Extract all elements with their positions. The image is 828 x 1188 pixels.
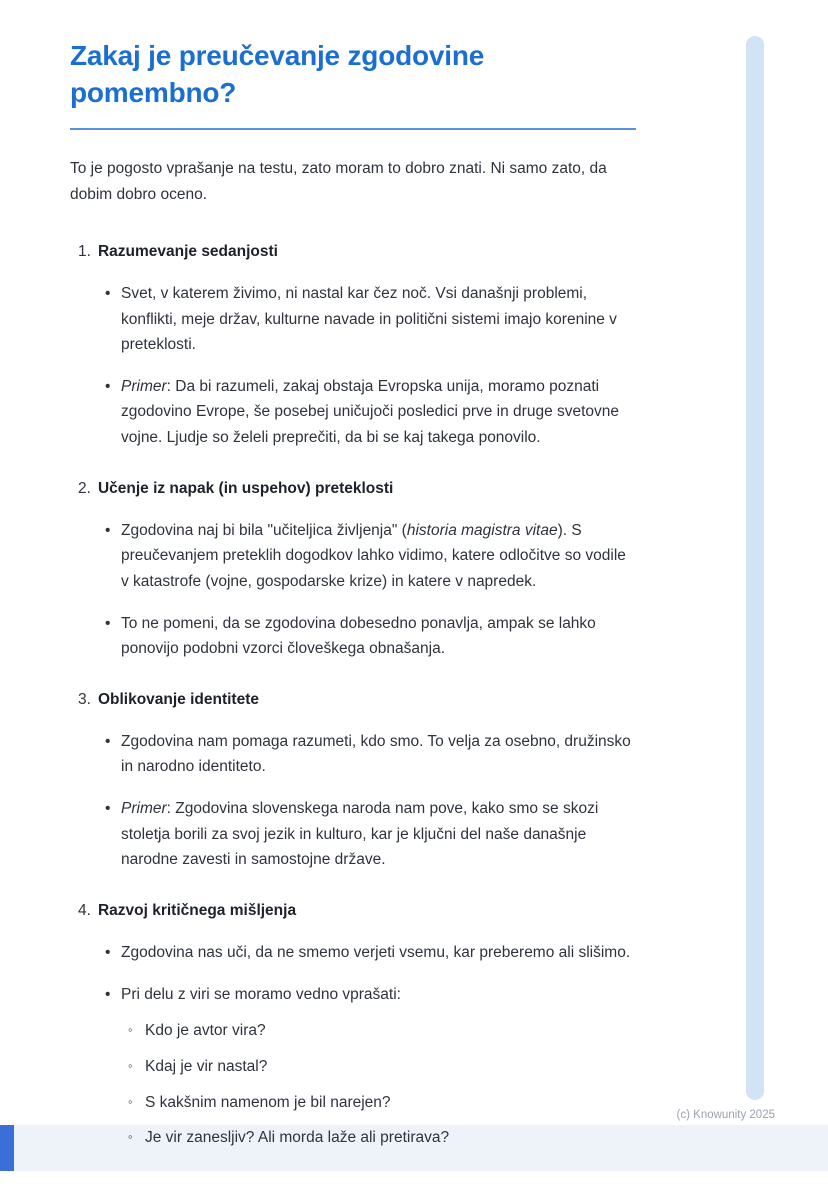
bullet-text <box>121 374 636 451</box>
document-content <box>70 38 636 1188</box>
text-segment: Zgodovina naj bi bila "učiteljica življenja" ( <box>121 521 407 539</box>
sub-bullet-text: Kdaj je vir nastal? <box>145 1057 268 1075</box>
circle-marker <box>128 1019 145 1044</box>
title-divider <box>70 128 636 130</box>
sub-bullet-item <box>128 1091 636 1116</box>
bullet-list <box>70 281 636 450</box>
bullet-item <box>105 729 636 780</box>
item-heading <box>70 240 636 263</box>
list-item-2 <box>70 477 636 662</box>
bullet-text <box>121 518 636 595</box>
item-heading <box>70 899 636 922</box>
bullet-text <box>121 796 636 873</box>
page-title: Zakaj je preučevanje zgodovine pomembno? <box>70 40 485 108</box>
bullet-item <box>105 518 636 595</box>
bullet-item <box>105 374 636 451</box>
circle-marker <box>128 1126 145 1151</box>
item-heading <box>70 688 636 711</box>
text-segment: Pri delu z viri se moramo vedno vprašati: <box>121 985 401 1003</box>
bullet-text <box>121 281 636 358</box>
text-segment: To ne pomeni, da se zgodovina dobesedno ponavlja, ampak se lahko ponovijo podobni vzorci človeškega obnašanja. <box>121 614 596 658</box>
text-segment: : Zgodovina slovenskega naroda nam pove, kako smo se skozi stoletja borili za svoj jezik in kulturo, kar je ključni del naše današnje narodne zavesti in samostojne države. <box>121 800 599 869</box>
bullet-list <box>70 940 636 1162</box>
text-segment: Zgodovina nam pomaga razumeti, kdo smo. To velja za osebno, družinsko in narodno identiteto. <box>121 732 631 776</box>
item-heading-text: Učenje iz napak (in uspehov) preteklosti <box>97 479 394 497</box>
list-item-1 <box>70 240 636 451</box>
item-number: 2. <box>78 479 91 497</box>
bullet-item <box>105 940 636 966</box>
bullet-text <box>121 729 636 780</box>
bullet-marker <box>105 281 121 358</box>
numbered-list <box>70 240 636 1162</box>
intro-paragraph: To je pogosto vprašanje na testu, zato moram to dobro znati. Ni samo zato, da dobim dobro oceno. <box>70 159 607 203</box>
text-segment: Zgodovina nas uči, da ne smemo verjeti vsemu, kar preberemo ali slišimo. <box>121 943 631 961</box>
sub-bullet-list <box>121 1019 636 1151</box>
copyright-text: (c) Knowunity 2025 <box>676 1109 775 1121</box>
bullet-list <box>70 518 636 662</box>
bullet-text <box>121 940 636 966</box>
list-item-3 <box>70 688 636 873</box>
item-heading-text: Oblikovanje identitete <box>97 690 259 708</box>
bullet-item <box>105 982 636 1163</box>
text-segment: Svet, v katerem živimo, ni nastal kar čez noč. Vsi današnji problemi, konflikti, meje držav, kulturne navade in politični sistemi imajo korenine v preteklosti. <box>121 285 617 354</box>
page-corner-accent <box>0 1125 14 1171</box>
circle-marker <box>128 1055 145 1080</box>
sub-bullet-text: Kdo je avtor vira? <box>145 1022 266 1040</box>
bullet-item <box>105 611 636 662</box>
sub-bullet-item <box>128 1019 636 1044</box>
bullet-marker <box>105 982 121 1163</box>
bullet-text <box>121 982 636 1163</box>
text-segment: ). S preučevanjem preteklih dogodkov lahko vidimo, katere odločitve so vodile v katastrofe (vojne, gospodarske krize) in katere v napredek. <box>121 521 626 590</box>
text-segment: Primer <box>121 377 167 395</box>
sub-bullet-text: S kakšnim namenom je bil narejen? <box>145 1093 391 1111</box>
text-segment: : Da bi razumeli, zakaj obstaja Evropska unija, moramo poznati zgodovino Evrope, še posebej uničujoči posledici prve in druge svetovne vojne. Ljudje so želeli preprečiti, da bi se kaj takega ponovilo. <box>121 377 620 447</box>
item-heading <box>70 477 636 500</box>
bullet-marker <box>105 796 121 873</box>
item-heading-text: Razumevanje sedanjosti <box>97 242 278 260</box>
item-number: 1. <box>78 242 91 260</box>
list-item-4 <box>70 899 636 1163</box>
bullet-marker <box>105 611 121 662</box>
sub-bullet-text: Je vir zanesljiv? Ali morda laže ali pretirava? <box>145 1129 450 1147</box>
text-segment: Primer <box>121 800 167 818</box>
bullet-marker <box>105 729 121 780</box>
bullet-list <box>70 729 636 873</box>
sub-bullet-item <box>128 1055 636 1080</box>
sub-bullet-item <box>128 1126 636 1151</box>
item-number: 4. <box>78 901 91 919</box>
bullet-marker <box>105 518 121 595</box>
bullet-item <box>105 281 636 358</box>
scrollbar-thumb[interactable] <box>746 36 764 1100</box>
bullet-text <box>121 611 636 662</box>
item-number: 3. <box>78 690 91 708</box>
bullet-item <box>105 796 636 873</box>
text-segment: historia magistra vitae <box>406 521 558 539</box>
item-heading-text: Razvoj kritičnega mišljenja <box>97 901 297 919</box>
bullet-marker <box>105 940 121 966</box>
bullet-marker <box>105 374 121 451</box>
circle-marker <box>128 1091 145 1116</box>
